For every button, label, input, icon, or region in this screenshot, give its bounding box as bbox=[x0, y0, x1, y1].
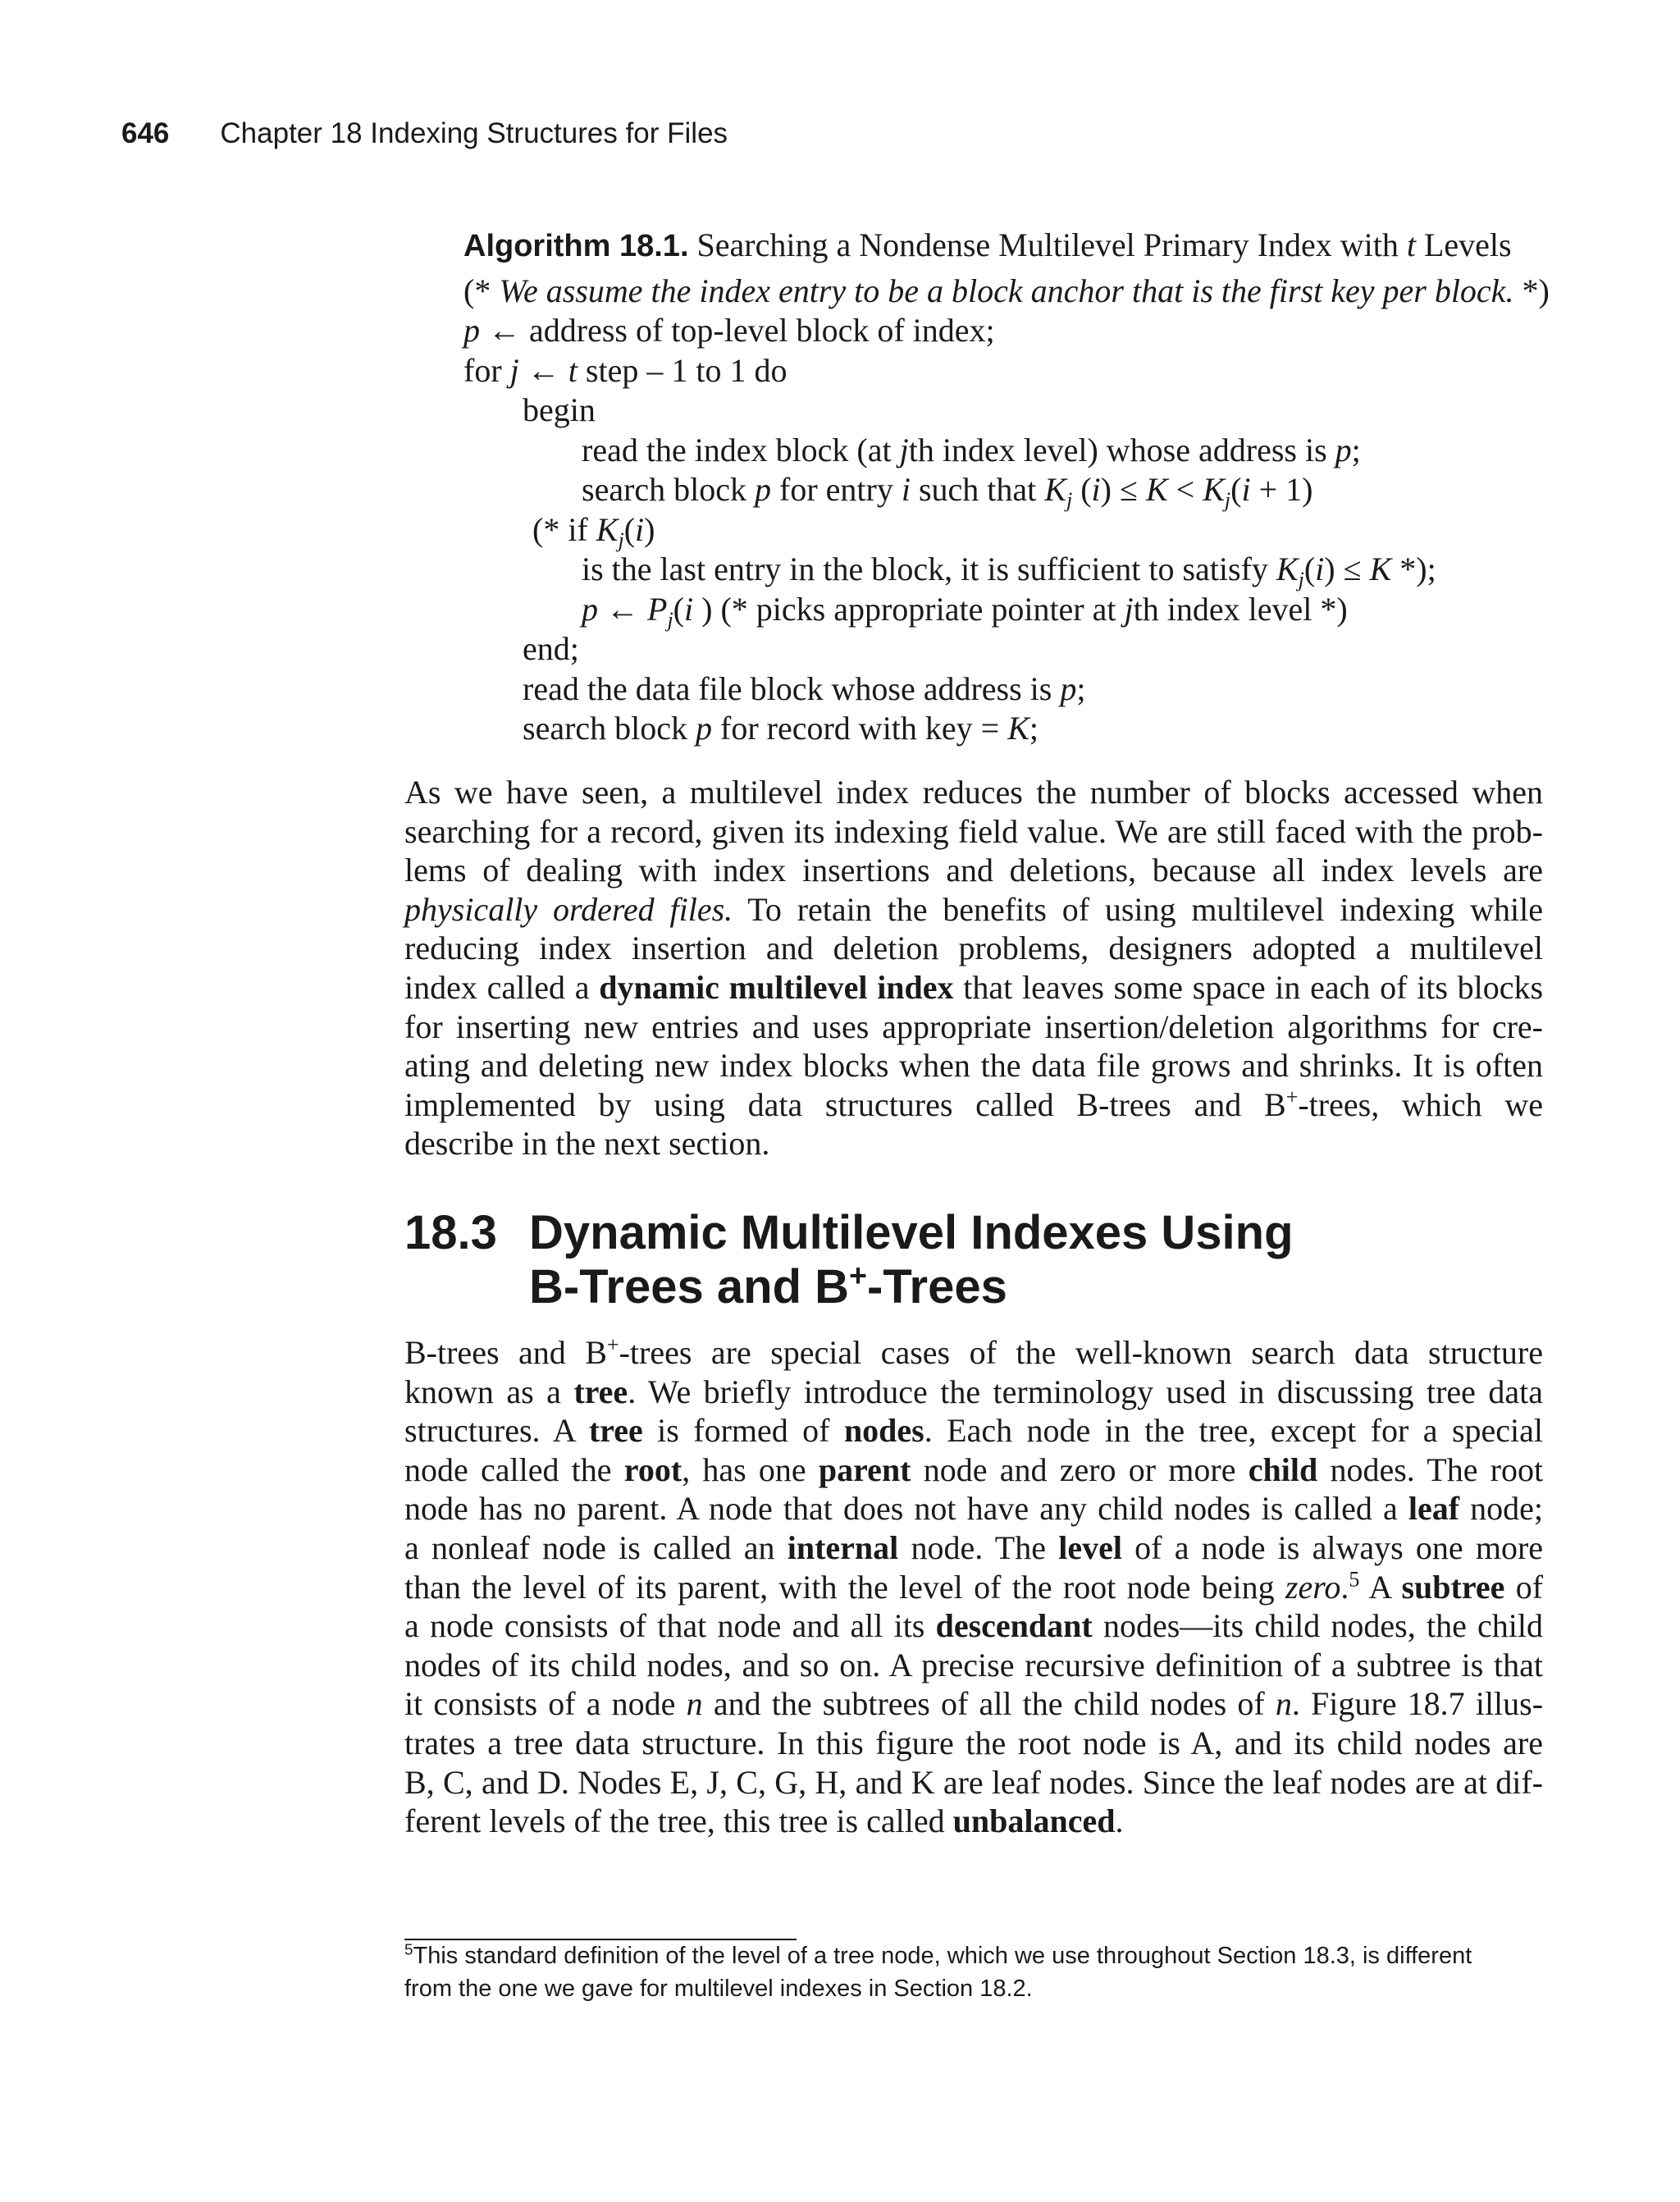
algorithm-label: Algorithm 18.1. bbox=[463, 229, 689, 263]
bold-term: parent bbox=[818, 1450, 911, 1488]
bold-term: unbalanced bbox=[952, 1802, 1116, 1840]
footnote-reference: 5 bbox=[1349, 1567, 1360, 1592]
running-head bbox=[121, 117, 728, 150]
algorithm-line: read the index block (at jth index level) whose address is p; bbox=[582, 431, 1361, 468]
algorithm-line: begin bbox=[523, 391, 596, 428]
bold-term: root bbox=[623, 1450, 682, 1488]
bold-term: level bbox=[1058, 1528, 1122, 1566]
bold-term: leaf bbox=[1408, 1490, 1460, 1528]
section-heading: 18.3 Dynamic Multilevel Indexes Using B-Trees and B+-Trees bbox=[404, 1206, 1294, 1313]
chapter-title: Chapter 18 Indexing Structures for Files bbox=[220, 117, 728, 149]
algorithm-line: is the last entry in the block, it is sufficient to satisfy $K_j(i) \le K$ *); bbox=[582, 550, 1436, 592]
bold-term: nodes bbox=[843, 1412, 924, 1450]
algorithm-line: search block p for record with key = K; bbox=[523, 710, 1039, 747]
bold-term: dynamic multilevel index bbox=[599, 968, 954, 1006]
section-number: 18.3 bbox=[404, 1206, 497, 1259]
algorithm-block bbox=[463, 226, 1554, 749]
algorithm-line: (* We assume the index entry to be a block anchor that is the first key per block. *) bbox=[463, 272, 1550, 309]
footnote-marker: 5 bbox=[404, 1940, 413, 1958]
algorithm-line: read the data file block whose address is p; bbox=[523, 669, 1086, 707]
algorithm-line: p ← address of top-level block of index; bbox=[463, 312, 995, 349]
bold-term: subtree bbox=[1401, 1568, 1505, 1606]
algorithm-line: for j ← t step – 1 to 1 do bbox=[463, 351, 788, 389]
algorithm-line: (* if $K_j(i)$ bbox=[532, 510, 655, 552]
bold-term: tree bbox=[573, 1373, 628, 1410]
bold-term: internal bbox=[787, 1528, 899, 1566]
bold-term: tree bbox=[588, 1412, 643, 1450]
page-number: 646 bbox=[121, 117, 170, 149]
footnote: $^5$This standard definition of the level of a tree node, which we use throughout Section 18.3, is different from the one we gave for multilevel indexes in Section 18.2. bbox=[404, 1940, 1472, 2002]
algorithm-line: search block p for entry i such that $K_j$ $(i) \le K < K_j(i + 1)$ bbox=[582, 471, 1313, 512]
body-paragraph: B-trees and B+-trees are special cases of the well-known search data structure known as a tree. We briefly introduce the terminology used in discussing tree data structures. A tree is formed of nodes. Each node in the tree, except for a special node called the root, has one parent node and zero or more child nodes. The root node has no parent. A node that does not have any child nodes is called a leaf node; a nonleaf node is called an internal node. The level of a node is always one more than the level of its parent, with the level of the root node being zero.$^5$ A subtree of a node consists of that node and all its descendant nodes—its child nodes, the child nodes of its child nodes, and so on. A precise recursive definition of a subtree is that it consists of a node n and the subtrees of all the child nodes of n. Figure 18.7 illus- trates a tree data structure. In this figure the root node is A, and its child nodes are B, C, and D. Nodes E, J, C, G, H, and K are leaf nodes. Since the leaf nodes are at dif- ferent levels of the tree, this tree is called unbalanced. bbox=[404, 1332, 1544, 1840]
bold-term: descendant bbox=[935, 1607, 1093, 1645]
algorithm-line: p ← $P_j(i$ ) (* picks appropriate pointer at jth index level *) bbox=[582, 590, 1348, 632]
body-paragraph: As we have seen, a multilevel index reduces the number of blocks accessed when searching for a record, given its indexing field value. We are still faced with the prob- lems of dealing with index insertions and deletions, because all index levels are physically ordered files. To retain the benefits of using multilevel indexing while reducing index insertion and deletion problems, designers adopted a multilevel index called a dynamic multilevel index that leaves some space in each of its blocks for inserting new entries and uses appropriate insertion/deletion algorithms for cre- ating and deleting new index blocks when the data file grows and shrinks. It is often implemented by using data structures called B-trees and B+-trees, which we describe in the next section. bbox=[404, 774, 1544, 1163]
algorithm-line: end; bbox=[523, 630, 579, 667]
bold-term: child bbox=[1248, 1450, 1318, 1488]
algorithm-title: Algorithm 18.1. Searching a Nondense Multilevel Primary Index with t Levels bbox=[463, 226, 1512, 263]
